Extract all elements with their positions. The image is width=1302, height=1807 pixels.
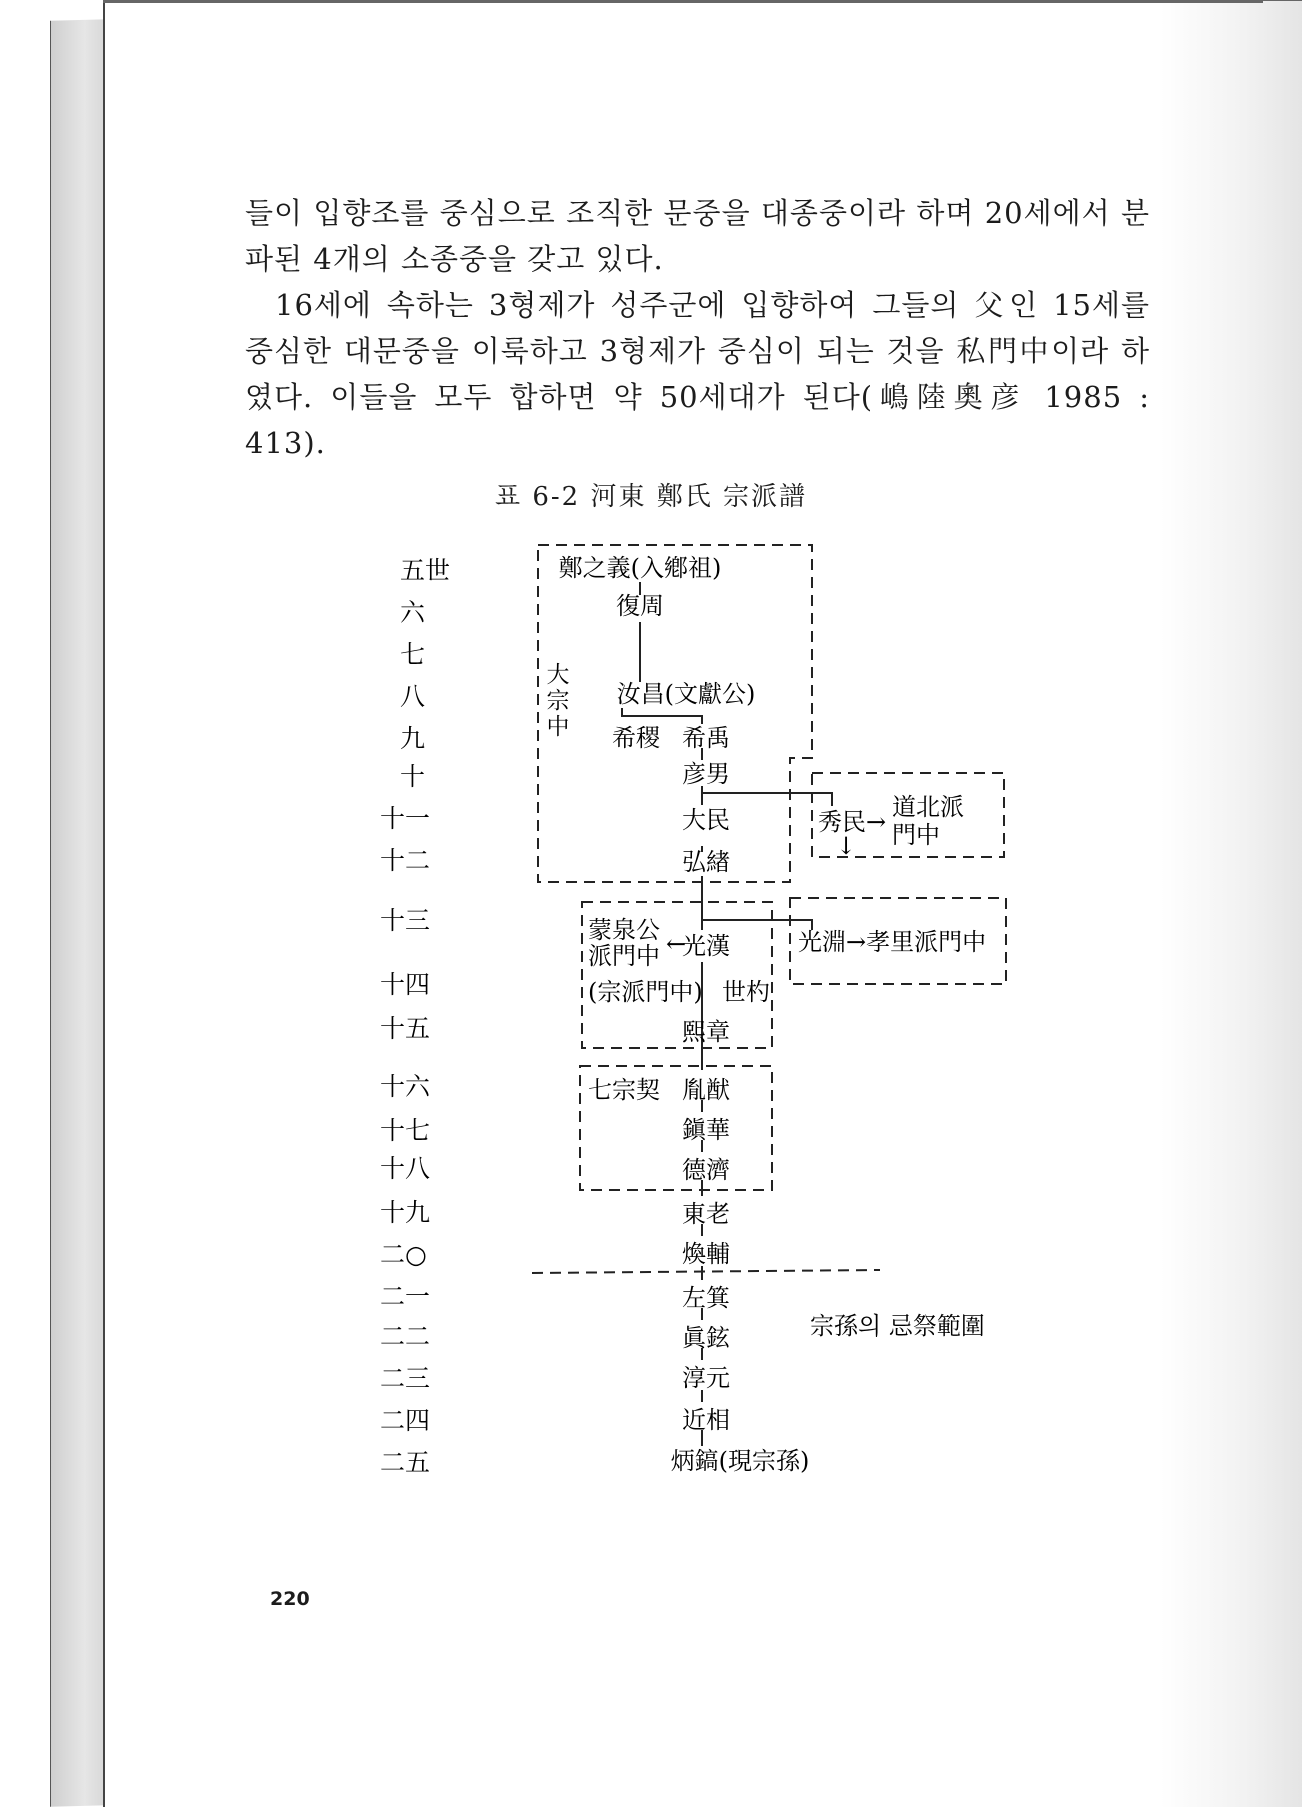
dobuk-label-1: 道北派 [892,793,964,821]
lineage-lines [622,582,832,1446]
daejongjung-box [538,545,812,882]
node-gen16: 胤猷 [682,1076,730,1104]
line-8-9-branch [622,708,702,724]
node-gen11: 大民 [682,806,730,834]
gen-label-6: 六 [400,598,426,627]
gen-label-16: 十六 [380,1072,431,1101]
node-gen20: 煥輔 [682,1240,730,1268]
node-gwangyeon: 光淵→孝里派門中 [798,928,987,956]
gen-label-14: 十四 [380,970,431,999]
paragraph-2: 16세에 속하는 3형제가 성주군에 입향하여 그들의 父인 15세를 중심한 대문중을 이룩하고 3형제가 중심이 되는 것을 私門中이라 하였다. 이들을 모두 합하면 약 50세대가 된다(嶋陸奧彦 1985 : 413). [245,288,1150,460]
chiljonggye-label: 七宗契 [588,1076,660,1104]
node-gen24: 近相 [682,1406,730,1434]
left-arrow-icon: ← [665,930,687,958]
gen-label-24: 二四 [380,1406,431,1435]
table-caption: 표 6-2 河東 鄭氏 宗派譜 [494,482,808,512]
gen-label-17: 十七 [380,1116,431,1145]
mongcheon-label-3: (宗派門中) [588,978,703,1006]
line-to-gwangyeon [702,920,812,930]
node-gen6: 復周 [616,592,664,620]
ritual-boundary-line [532,1270,880,1273]
node-gen15: 熙章 [682,1018,730,1046]
node-gen12: 弘緖 [682,848,730,876]
group-boxes [532,545,1006,1273]
gen-label-19: 十九 [380,1198,431,1227]
node-gen9a: 希稷 [612,724,660,752]
gen-label-7: 七 [400,640,426,669]
gen-label-15: 十五 [380,1014,431,1043]
gen-label-23: 二三 [380,1364,431,1393]
gen-label-10: 十 [400,762,426,791]
node-gen25: 炳鎬(現宗孫) [670,1447,810,1475]
node-gen22: 眞鉉 [682,1324,730,1352]
gen-label-11: 十一 [380,804,431,833]
down-arrow-icon: ↓ [835,832,857,860]
dobuk-label-2: 門中 [892,821,940,849]
gen-label-5: 五世 [400,556,451,585]
node-gen18: 德濟 [682,1156,730,1184]
mongcheon-label-2: 派門中 [588,942,660,970]
node-sumin: 秀民→ [818,808,887,836]
node-gen10: 彦男 [682,760,730,788]
page-number: 220 [270,1588,310,1610]
paragraph-1: 들이 입향조를 중심으로 조직한 문중을 대종중이라 하며 20세에서 분파된 4개의 소종중을 갖고 있다. [245,196,1150,276]
node-gen8: 汝昌(文獻公) [616,680,756,708]
node-gen23: 淳元 [682,1364,730,1392]
generation-labels [380,556,450,1477]
mongcheon-label-1: 蒙泉公 [588,916,660,944]
node-gen19: 東老 [682,1200,730,1228]
gen-label-21: 二一 [380,1282,431,1311]
gen-label-9: 九 [400,724,426,753]
node-gen21: 左箕 [682,1284,730,1312]
gen-label-20: 二○ [380,1240,427,1269]
gen-label-18: 十八 [380,1154,431,1183]
daejongjung-label-1: 大 [546,662,570,688]
gen-label-25: 二五 [380,1448,431,1477]
node-founder: 鄭之義(入鄕祖) [558,554,722,582]
daejongjung-label-3: 中 [546,714,570,740]
gen-label-8: 八 [400,682,426,711]
gen-label-12: 十二 [380,846,431,875]
node-gen14: 世杓 [722,978,770,1006]
gen-label-22: 二二 [380,1322,431,1351]
node-gen9b: 希禹 [682,724,730,752]
ritual-range-note: 宗孫의 忌祭範圍 [810,1312,985,1340]
daejongjung-label-2: 宗 [546,688,570,714]
gen-label-13: 十三 [380,906,431,935]
node-gen17: 鎭華 [682,1116,730,1144]
node-gen13: 光漢 [682,932,730,960]
